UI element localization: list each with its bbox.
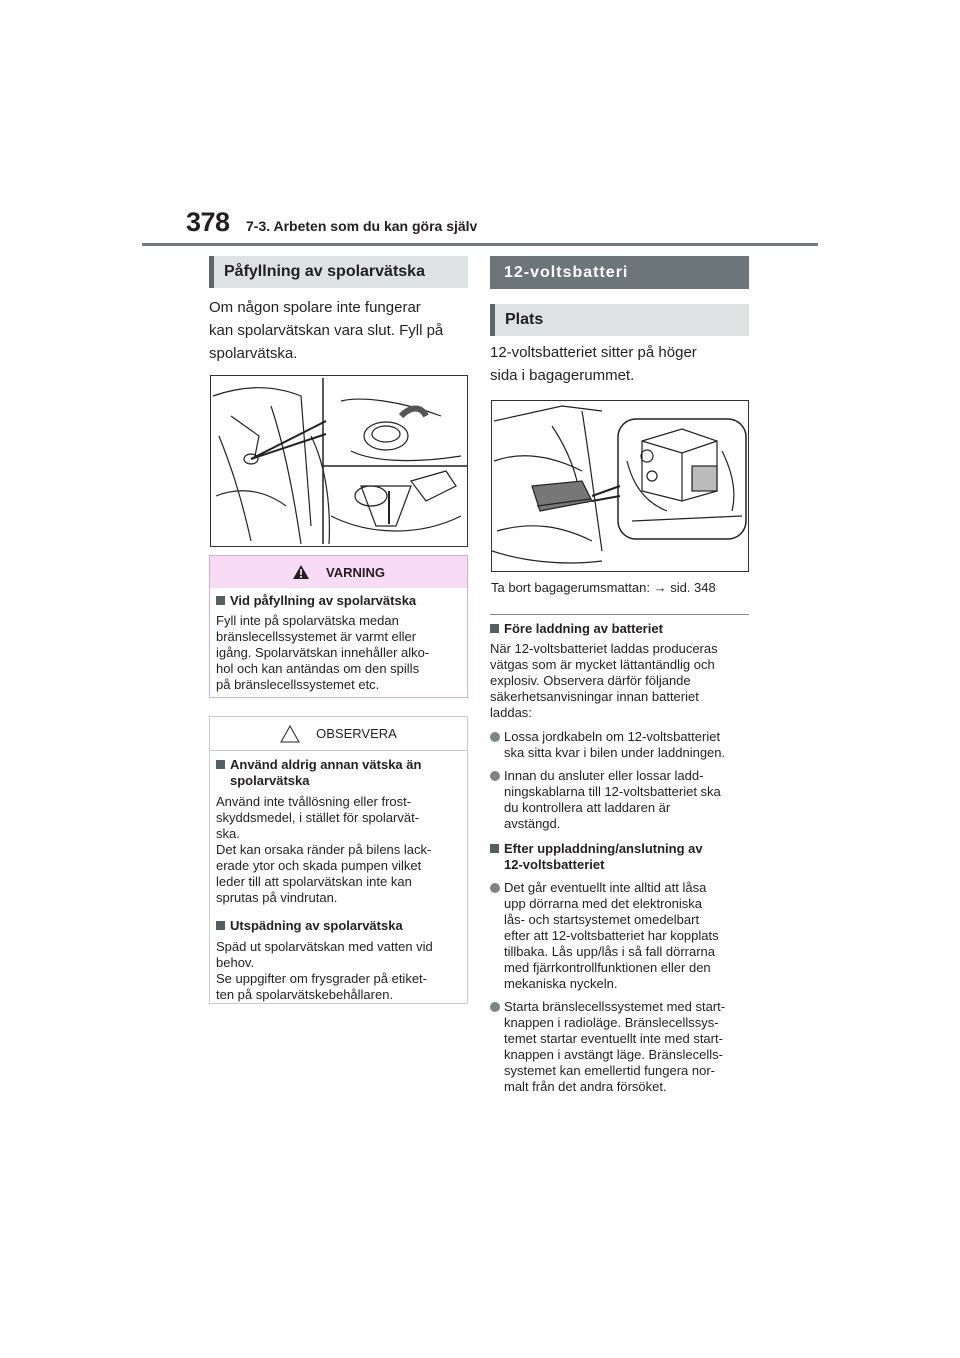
text-line: sprutas på vindrutan.	[216, 890, 338, 905]
notice-title: OBSERVERA	[316, 726, 397, 741]
text-line: När 12-voltsbatteriet laddas produceras	[490, 641, 718, 656]
charging-section	[490, 621, 760, 1095]
text-line: Det kan orsaka ränder på bilens lack-	[216, 842, 432, 857]
battery-intro	[490, 341, 760, 387]
square-bullet-icon	[490, 624, 499, 633]
caption-separator	[490, 614, 749, 615]
washer-fluid-illustration	[210, 375, 468, 547]
square-bullet-icon	[216, 921, 225, 930]
text-line: bränslecellssystemet är varmt eller	[216, 629, 417, 644]
list-item: Innan du ansluter eller lossar ladd- ningskablarna till 12-voltsbatteriet ska du kontrollera att laddaren är avstängd.	[490, 768, 760, 832]
square-bullet-icon	[216, 596, 225, 605]
warning-text	[216, 613, 461, 693]
warning-header	[210, 556, 467, 588]
text-line: sida i bagagerummet.	[490, 367, 635, 384]
list-item: Lossa jordkabeln om 12-voltsbatteriet ska sitta kvar i bilen under laddningen.	[490, 729, 760, 761]
notice-item1-text	[216, 794, 461, 906]
figure-caption: Ta bort bagagerumsmattan: → sid. 348	[491, 580, 716, 595]
bullet-dot-icon	[490, 771, 500, 781]
text-line: vätgas som är mycket lättantändlig och	[490, 657, 715, 672]
notice-item2-heading: Utspädning av spolarvätska	[216, 918, 461, 934]
list-item: Det går eventuellt inte alltid att låsa upp dörrarna med det elektroniska lås- och startsystemet omedelbart efter att 12-voltsbatteriet har kopplats tillbaka. Lås upp/lås i så fall dörrarna med fjärrkontrollfunktionen eller den mekaniska nyckeln.	[490, 880, 760, 992]
battery-location-illustration	[491, 400, 749, 572]
text-line: igång. Spolarvätskan innehåller alko-	[216, 645, 430, 660]
text-line: Fyll inte på spolarvätska medan	[216, 613, 399, 628]
after-charging-heading: Efter uppladdning/anslutning av 12-voltsbatteriet	[490, 841, 760, 873]
notice-item2-text	[216, 939, 461, 1003]
text-line: 12-voltsbatteriet sitter på höger	[490, 344, 697, 361]
heading-location: Plats	[490, 304, 749, 336]
section-title: 7-3. Arbeten som du kan göra själv	[246, 218, 478, 234]
bullet-dot-icon	[490, 1002, 500, 1012]
text-line: Använd inte tvållösning eller frost-	[216, 794, 412, 809]
washer-fluid-drawing	[211, 376, 467, 546]
bullet-dot-icon	[490, 732, 500, 742]
text-line: explosiv. Observera därför följande	[490, 673, 691, 688]
text-line: Späd ut spolarvätskan med vatten vid	[216, 939, 433, 954]
text-line: behov.	[216, 955, 255, 970]
text-line: laddas:	[490, 705, 532, 720]
square-bullet-icon	[216, 760, 225, 769]
warning-box	[209, 555, 468, 698]
header-rule	[142, 243, 818, 246]
notice-header	[210, 717, 467, 751]
text-line: erade ytor och skada pumpen vilket	[216, 858, 422, 873]
text-line: skyddsmedel, i stället för spolarvät-	[216, 810, 420, 825]
heading-12v-battery: 12-voltsbatteri	[490, 256, 749, 289]
charging-text	[490, 641, 760, 721]
text-line: Se uppgifter om frysgrader på etiket-	[216, 971, 427, 986]
text-line: leder till att spolarvätskan inte kan	[216, 874, 412, 889]
text-line: på bränslecellssystemet etc.	[216, 677, 380, 692]
text-line: ska.	[216, 826, 240, 841]
arrow-right-icon: →	[653, 580, 667, 595]
warning-triangle-icon	[292, 564, 310, 580]
heading-washer-fluid: Påfyllning av spolarvätska	[209, 256, 468, 288]
text-line: spolarvätska.	[209, 345, 298, 362]
notice-item1-heading: Använd aldrig annan vätska än spolarvätska	[216, 757, 461, 789]
square-bullet-icon	[490, 844, 499, 853]
warning-title: VARNING	[326, 564, 385, 580]
text-line: kan spolarvätskan vara slut. Fyll på	[209, 322, 444, 339]
text-line: ten på spolarvätskebehållaren.	[216, 987, 394, 1002]
caution-triangle-icon	[280, 725, 300, 743]
battery-location-drawing	[492, 401, 748, 571]
text-line: säkerhetsanvisningar innan batteriet	[490, 689, 699, 704]
text-line: hol och kan antändas om den spills	[216, 661, 420, 676]
charging-heading: Före laddning av batteriet	[490, 621, 760, 637]
list-item: Starta bränslecellssystemet med start- knappen i radioläge. Bränslecellssys- temet startar eventuellt inte med start- knappen i avstängt läge. Bränslecells- systemet kan emellertid fungera nor- malt från det andra försöket.	[490, 999, 760, 1095]
warning-subheading: Vid påfyllning av spolarvätska	[216, 593, 461, 609]
washer-intro	[209, 296, 479, 365]
text-line: Om någon spolare inte fungerar	[209, 299, 421, 316]
bullet-dot-icon	[490, 883, 500, 893]
notice-box	[209, 716, 468, 1004]
page-number: 378	[186, 207, 230, 237]
